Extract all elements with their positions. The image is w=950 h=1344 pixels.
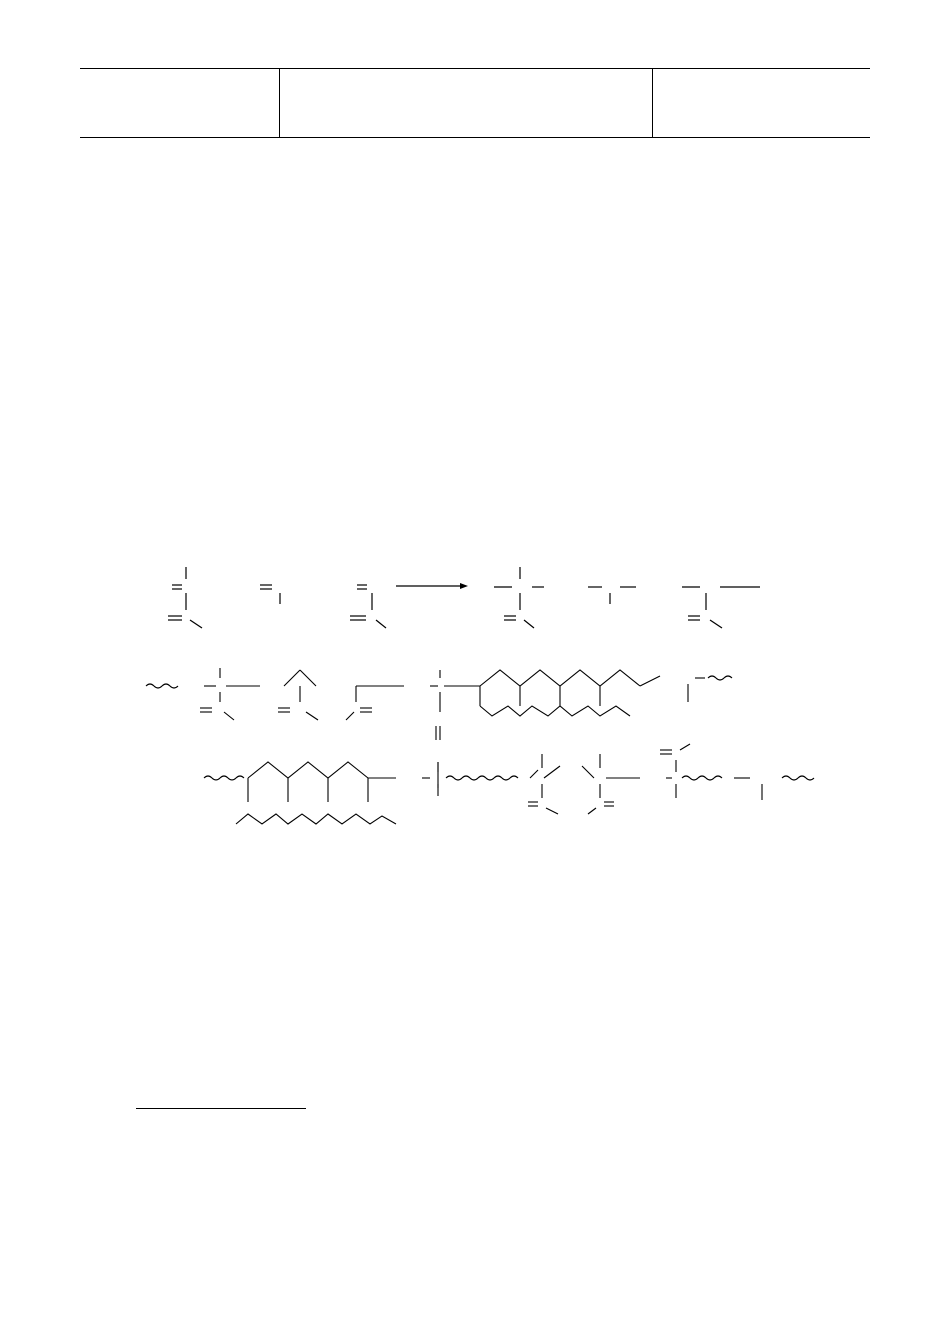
page-header	[80, 68, 870, 138]
structure-bonds	[146, 668, 814, 824]
header-page-info	[653, 69, 870, 137]
header-motto	[280, 69, 653, 137]
arrow-head	[460, 583, 468, 589]
footnote-rule	[136, 1108, 306, 1109]
header-meta	[80, 69, 280, 137]
reaction-bonds	[168, 567, 760, 628]
structure-scheme	[120, 650, 840, 850]
reaction-scheme	[120, 548, 840, 648]
